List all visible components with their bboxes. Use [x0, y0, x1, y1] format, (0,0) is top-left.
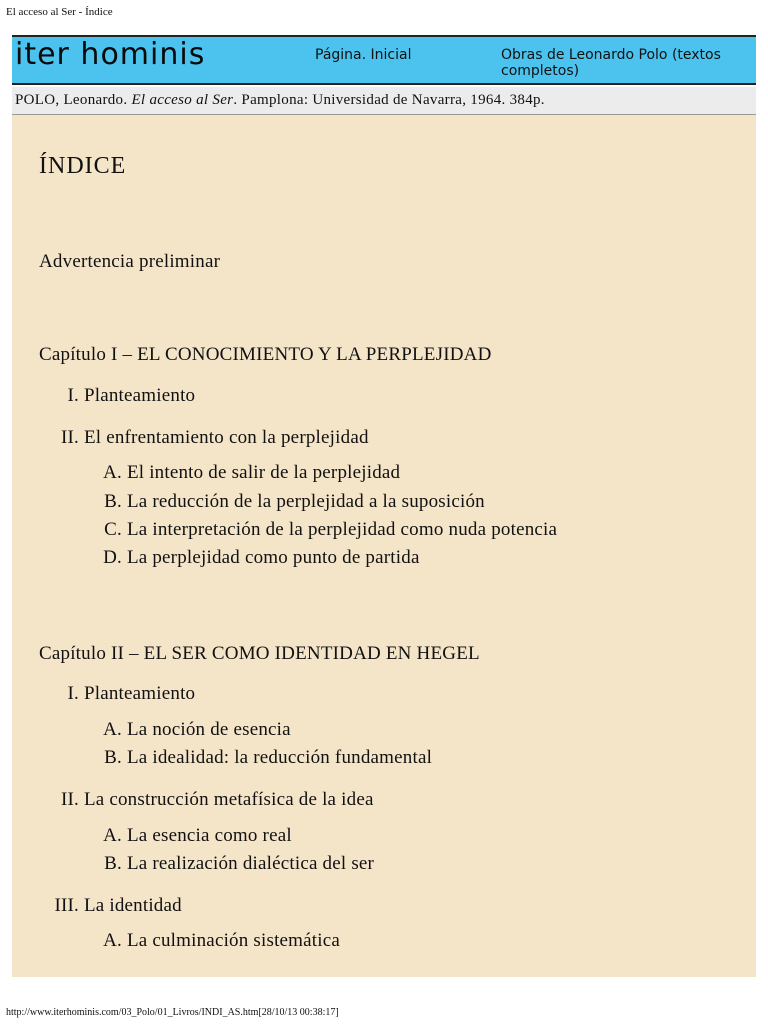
page-title: ÍNDICE — [39, 153, 127, 179]
toc-section-title[interactable]: La construcción metafísica de la idea — [83, 789, 374, 810]
toc-chapter-heading[interactable]: Capítulo I – EL CONOCIMIENTO Y LA PERPLEJIDAD — [39, 344, 492, 365]
toc-section-title[interactable]: Planteamiento — [83, 683, 196, 704]
toc-section-title[interactable]: Planteamiento — [83, 385, 196, 406]
toc-subsection[interactable] — [39, 462, 400, 484]
toc-preface[interactable]: Advertencia preliminar — [39, 251, 221, 272]
toc-subsection[interactable] — [39, 930, 340, 952]
toc-subsection-title[interactable]: La realización dialéctica del ser — [126, 853, 375, 874]
toc-subsection-title[interactable]: La idealidad: la reducción fundamental — [126, 747, 433, 768]
toc-subsection-number: B. — [104, 853, 122, 874]
citation-author: POLO, Leonardo. — [15, 92, 128, 108]
toc-subsection-number: A. — [103, 825, 122, 846]
toc-subsection[interactable] — [39, 853, 374, 875]
toc-subsection[interactable] — [39, 825, 292, 847]
site-logo[interactable]: iter hominis — [15, 37, 206, 72]
toc-subsection-title[interactable]: La esencia como real — [126, 825, 292, 846]
toc-section-title[interactable]: La identidad — [83, 895, 182, 916]
toc-subsection[interactable] — [39, 519, 557, 541]
toc-section-number: III. — [54, 895, 79, 916]
citation-title: El acceso al Ser — [131, 92, 234, 108]
toc-section-title[interactable]: El enfrentamiento con la perplejidad — [83, 427, 369, 448]
site-header — [12, 35, 756, 85]
toc-subsection-number: C. — [104, 519, 122, 540]
toc-subsection-title[interactable]: La culminación sistemática — [126, 930, 341, 951]
toc-subsection-number: A. — [103, 462, 122, 483]
nav-works-link[interactable]: Obras de Leonardo Polo (textos completos) — [501, 47, 721, 79]
print-footer-url: http://www.iterhominis.com/03_Polo/01_Livros/INDI_AS.htm[28/10/13 00:38:17] — [6, 1007, 339, 1018]
nav-home-link[interactable]: Página. Inicial — [315, 47, 412, 63]
toc-chapter-heading[interactable]: Capítulo II – EL SER COMO IDENTIDAD EN HEGEL — [39, 643, 480, 664]
toc-section[interactable] — [39, 895, 182, 917]
toc-section-number: II. — [60, 427, 79, 448]
toc-section-number: II. — [60, 789, 79, 810]
toc-section-number: I. — [67, 385, 79, 406]
citation-details: . Pamplona: Universidad de Navarra, 1964. 384p. — [233, 92, 545, 108]
toc-section[interactable] — [39, 385, 195, 407]
toc-subsection-number: A. — [103, 719, 122, 740]
toc-subsection-number: B. — [104, 747, 122, 768]
toc-subsection-number: D. — [103, 547, 122, 568]
toc-subsection-number: B. — [104, 491, 122, 512]
toc-subsection-number: A. — [103, 930, 122, 951]
toc-subsection-title[interactable]: El intento de salir de la perplejidad — [126, 462, 401, 483]
toc-subsection-title[interactable]: La reducción de la perplejidad a la suposición — [126, 491, 485, 512]
toc-subsection[interactable] — [39, 491, 485, 513]
toc-section[interactable] — [39, 427, 369, 449]
toc-section[interactable] — [39, 683, 195, 705]
toc-subsection-title[interactable]: La interpretación de la perplejidad como nuda potencia — [126, 519, 558, 540]
index-content — [12, 115, 756, 977]
toc-section[interactable] — [39, 789, 374, 811]
toc-subsection-title[interactable]: La noción de esencia — [126, 719, 291, 740]
toc-section-number: I. — [67, 683, 79, 704]
print-header: El acceso al Ser - Índice — [6, 6, 113, 18]
toc-subsection[interactable] — [39, 719, 291, 741]
citation — [12, 87, 756, 115]
toc-subsection[interactable] — [39, 747, 432, 769]
toc-subsection[interactable] — [39, 547, 420, 569]
toc-subsection-title[interactable]: La perplejidad como punto de partida — [126, 547, 420, 568]
